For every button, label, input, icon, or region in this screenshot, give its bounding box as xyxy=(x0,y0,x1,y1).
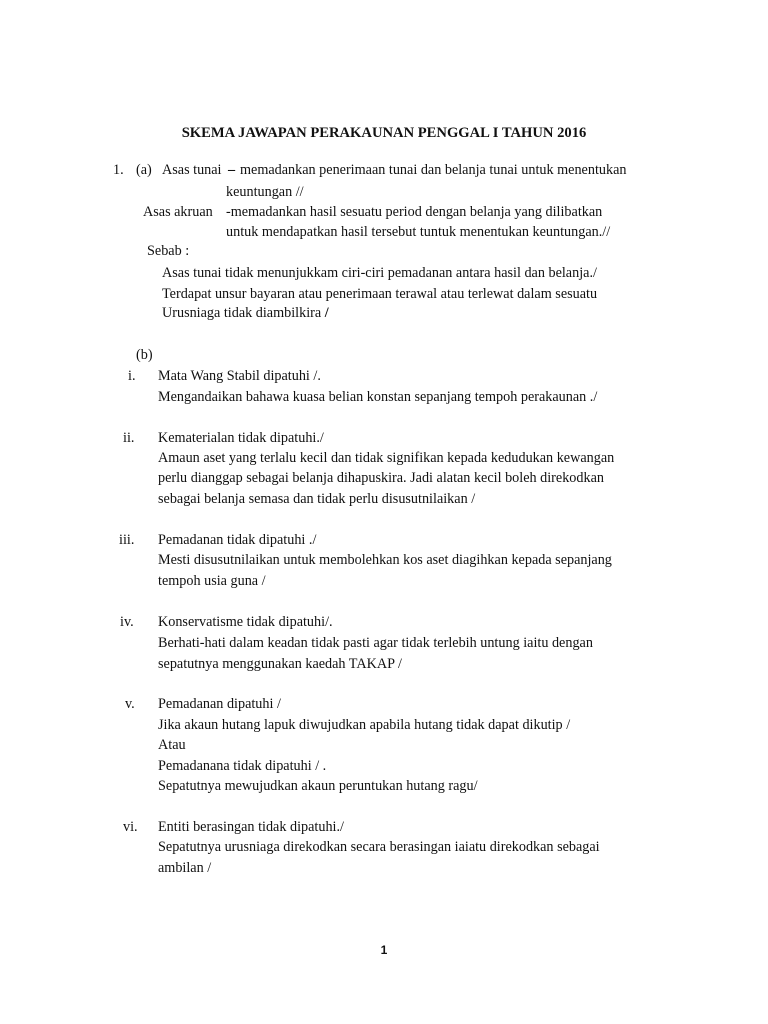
item-line: Konservatisme tidak dipatuhi/. xyxy=(158,614,333,630)
sebab-label: Sebab : xyxy=(147,243,190,259)
item-line: Pemadanan dipatuhi / xyxy=(158,696,281,712)
item-line: Mata Wang Stabil dipatuhi /. xyxy=(158,368,321,384)
item-line: Mesti disusutnilaikan untuk membolehkan kos aset diagihkan kepada sepanjang xyxy=(158,552,612,568)
item-line: sepatutnya menggunakan kaedah TAKAP / xyxy=(158,656,402,672)
item-line: Mengandaikan bahawa kuasa belian konstan sepanjang tempoh perakaunan ./ xyxy=(158,389,598,405)
item-number: i. xyxy=(128,368,136,384)
question-number: 1. xyxy=(113,162,124,178)
sebab-line-slash: / xyxy=(324,305,329,321)
part-b-label: (b) xyxy=(136,347,153,363)
item-line: Sepatutnya urusniaga direkodkan secara berasingan iaiatu direkodkan sebagai xyxy=(158,839,600,855)
asas-tunai-dash: – xyxy=(228,162,236,178)
item-line: Atau xyxy=(158,737,186,753)
item-line: Pemadanan tidak dipatuhi ./ xyxy=(158,532,317,548)
sebab-line-text: Urusniaga tidak diambilkira xyxy=(162,305,322,321)
item-line: Berhati-hati dalam keadan tidak pasti agar tidak terlebih untung iaitu dengan xyxy=(158,635,593,651)
sebab-line: Asas tunai tidak menunjukkam ciri-ciri pemadanan antara hasil dan belanja./ xyxy=(162,265,597,281)
asas-tunai-definition-line2: keuntungan // xyxy=(226,184,304,200)
item-line: Sepatutnya mewujudkan akaun peruntukan hutang ragu/ xyxy=(158,778,478,794)
item-line: sebagai belanja semasa dan tidak perlu disusutnilaikan / xyxy=(158,491,476,507)
asas-akruan-definition-line2: untuk mendapatkan hasil tersebut tuntuk menentukan keuntungan.// xyxy=(226,224,611,240)
item-line: ambilan / xyxy=(158,860,212,876)
item-line: Amaun aset yang terlalu kecil dan tidak signifikan kepada kedudukan kewangan xyxy=(158,450,615,466)
item-number: iii. xyxy=(119,532,135,548)
item-line: perlu dianggap sebagai belanja dihapuskira. Jadi alatan kecil boleh direkodkan xyxy=(158,470,604,486)
asas-tunai-definition-line1: memadankan penerimaan tunai dan belanja tunai untuk menentukan xyxy=(240,162,627,178)
item-number: vi. xyxy=(123,819,138,835)
sebab-line: Terdapat unsur bayaran atau penerimaan terawal atau terlewat dalam sesuatu xyxy=(162,286,598,302)
sebab-line-last xyxy=(162,304,329,323)
asas-tunai-term: Asas tunai xyxy=(162,162,222,178)
document-title: SKEMA JAWAPAN PERAKAUNAN PENGGAL I TAHUN 2016 xyxy=(181,125,587,141)
item-line: tempoh usia guna / xyxy=(158,573,266,589)
asas-akruan-definition-line1: -memadankan hasil sesuatu period dengan belanja yang dilibatkan xyxy=(226,204,603,220)
item-line: Entiti berasingan tidak dipatuhi./ xyxy=(158,819,344,835)
item-number: ii. xyxy=(123,430,135,446)
item-line: Pemadanana tidak dipatuhi / . xyxy=(158,758,327,774)
item-number: v. xyxy=(125,696,135,712)
item-line: Jika akaun hutang lapuk diwujudkan apabila hutang tidak dapat dikutip / xyxy=(158,717,571,733)
item-number: iv. xyxy=(120,614,134,630)
page-number: 1 xyxy=(380,943,388,957)
item-line: Kematerialan tidak dipatuhi./ xyxy=(158,430,324,446)
part-a-label: (a) xyxy=(136,162,152,178)
asas-akruan-term: Asas akruan xyxy=(143,204,213,220)
